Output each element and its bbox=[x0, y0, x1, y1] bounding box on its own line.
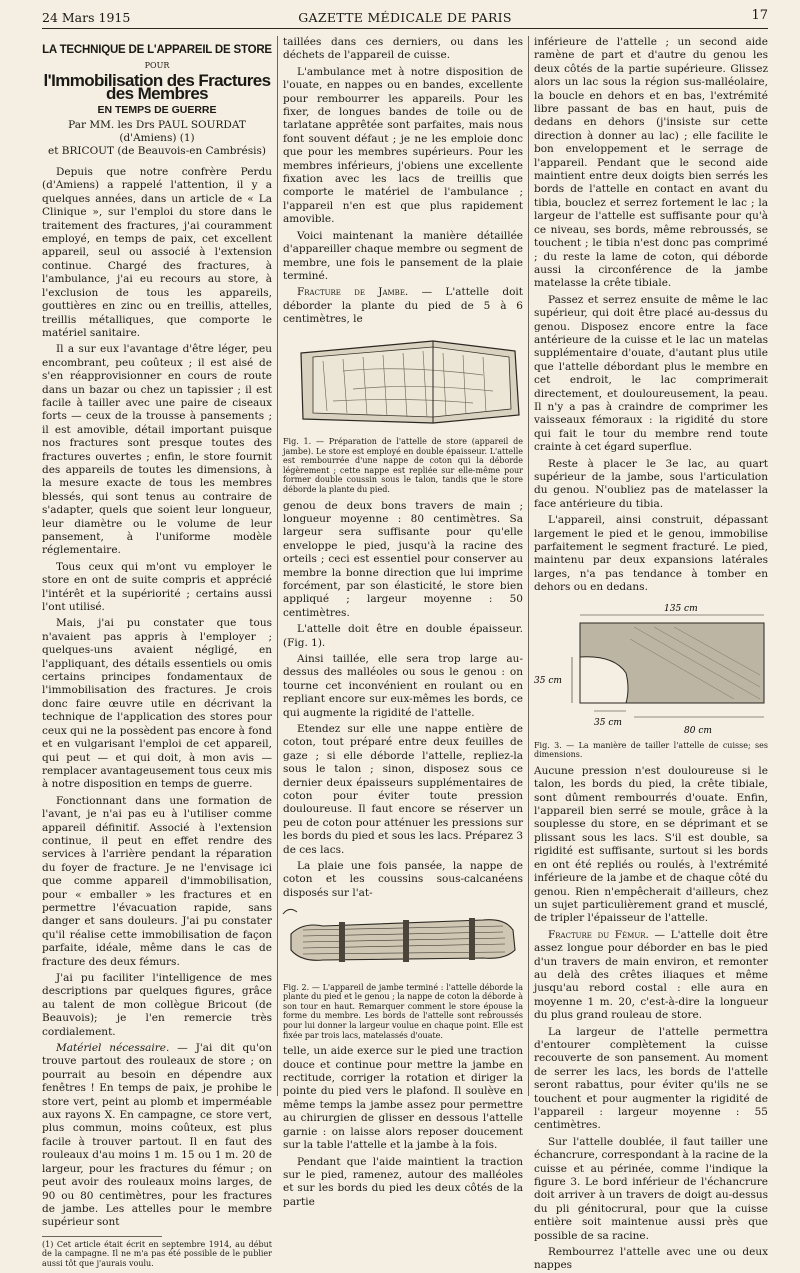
paragraph: Mais, j'ai pu constater que tous n'avaient pas appris à l'employer ; quelques-uns avaient négligé, en l'appliquant, des détails essentiels ou omis certains principes fondamentaux de l'immobilisation des fractures. Je crois donc faire œuvre utile en décrivant la technique de l'application des stores pour ceux qui ne la possèdent pas encore à fond et en vulgarisant l'emploi de cet appareil, qui peut — et qui doit, à mon avis — remplacer avantageusement tous ceux mis à notre disposition en temps de guerre. bbox=[42, 617, 272, 791]
paragraph: Depuis que notre confrère Perdu (d'Amiens) a rappelé l'attention, il y a quelques années, dans un article de « La Clinique », sur l'emploi du store dans le traitement des fractures, j'ai couramment employé, en temps de paix, cet excellent appareil, seul ou associé à l'extension continue. Chargé des fractures, à l'ambulance, j'ai eu recours au store, à l'exclusion de tous les appareils, gouttières en zinc ou en treillis, attelles, treillis métalliques, que comporte le matériel sanitaire. bbox=[42, 166, 272, 339]
paragraph: Fonctionnant dans une formation de l'avant, je n'ai pas eu à l'utiliser comme appareil définitif. Associé à l'extension continue, il peut en effet rendre des services à l'arrière pendant la réparation du foyer de fracture. Je ne l'envisage ici que comme appareil d'immobilisation, pour « emballer » les fractures et en permettre l'évacuation rapide, sans danger et sans douleurs. J'ai pu constater qu'il réalise cette immobilisation de façon parfaite, idéale, même dans le cas de fracture des deux fémurs. bbox=[42, 794, 272, 968]
paragraph: Aucune pression n'est douloureuse si le talon, les bords du pied, la crête tibiale, sont dûment rembourrés d'ouate. Enfin, l'appareil bien serré se moule, grâce à la souplesse du store, en se déprimant et se plissant sous les lacs. S'il est double, sa rigidité est suffisante, surtout si les bords en ont été repliés ou roulés, à l'extrémité inférieure de la jambe et de chaque côté du genou. Rien n'empêcherait d'ailleurs, chez un sujet particulièrement grand et musclé, de tripler l'épaisseur de l'attelle. bbox=[534, 764, 768, 925]
thigh-splint-pattern-illustration bbox=[534, 599, 768, 739]
figure-3-caption: Fig. 3. — La manière de tailler l'attelle de cuisse; ses dimensions. bbox=[534, 740, 768, 760]
section-text: — J'ai dit qu'on trouve partout des rouleaux de store ; on pourrait au besoin en dépendre aux fenêtres ! En temps de paix, je prohibe le store vert, peint au plomb et imperméable aux rayons X. En campagne, ce store vert, plus commun, moins coûteux, est plus facile à trouver partout. Il en faut des rouleaux d'au moins 1 m. 15 ou 1 m. 20 de largeur, pour les fractures du fémur ; on peut avoir des rouleaux moins larges, de 90 ou 80 centimètres, pour les fractures de jambe. Les attelles pour le membre supérieur sont bbox=[42, 1042, 272, 1229]
column-divider bbox=[528, 36, 529, 1096]
article-pour: POUR bbox=[144, 61, 170, 71]
paragraph: La plaie une fois pansée, la nappe de coton et les coussins sous-calcanéens disposés sur l'at- bbox=[283, 860, 523, 899]
paragraph: Passez et serrez ensuite de même le lac supérieur, qui doit être placé au-dessus du genou. Disposez encore entre la face antérieure de la cuisse et le lac un matelas supplémentaire d'ouate, d'autant plus utile que l'attelle débordant plus le membre en cet endroit, le lac comprimerait directement, et douloureusement, la peau. Il n'y a pas à craindre de comprimer les vaisseaux fémoraux : la rigidité du store qui fait le tour du membre rend toute crainte à cet égard superflue. bbox=[534, 293, 768, 454]
splint-preparation-illustration bbox=[283, 331, 523, 431]
header-rule bbox=[42, 28, 768, 29]
paragraph: Rembourrez l'attelle avec une ou deux nappes bbox=[534, 1246, 768, 1272]
paragraph-femur bbox=[534, 929, 768, 1023]
authors-line-2: et BRICOUT (de Beauvois-en Cambrésis) bbox=[48, 145, 266, 158]
paragraph: taillées dans ces derniers, ou dans les déchets de l'appareil de cuisse. bbox=[283, 36, 523, 62]
dim-mid: 35 cm bbox=[594, 717, 622, 728]
paragraph: telle, un aide exerce sur le pied une traction douce et continue pour mettre la jambe en rectitude, corriger la rotation et diriger la pointe du pied vers le plafond. Il soulève en même temps la jambe assez pour permettre au chirurgien de glisser en dessous l'attelle garnie : on laisse alors reposer doucement sur la table l'attelle et la jambe à la fois. bbox=[283, 1045, 523, 1152]
paragraph: genou de deux bons travers de main ; longueur moyenne : 80 centimètres. Sa largeur sera suffisante pour qu'elle enveloppe le pied, jusqu'à la racine des orteils ; ceci est essentiel pour conserver au membre la bonne direction que lui imprime forcément, par son élasticité, le store bien appliqué ; largeur moyenne : 50 centimètres. bbox=[283, 499, 523, 619]
dim-top: 135 cm bbox=[664, 603, 698, 614]
paragraph-jambe bbox=[283, 286, 523, 326]
column-divider bbox=[277, 36, 278, 1096]
paragraph: Ainsi taillée, elle sera trop large au-dessus des malléoles ou sous le genou : on tourne cet inconvénient en roulant ou en repliant encore sur eux-mêmes les bords, ce qui augmente la rigidité de l'attelle. bbox=[283, 652, 523, 719]
dim-bottom: 80 cm bbox=[684, 725, 712, 736]
paragraph: La largeur de l'attelle permettra d'entourer complètement la cuisse recouverte de son pansement. Au moment de serrer les lacs, les bords de l'attelle seront rabattus, pour éviter qu'ils ne se touchent et pour augmenter la rigidité de l'appareil : largeur moyenne : 55 centimètres. bbox=[534, 1025, 768, 1132]
issue-date: 24 Mars 1915 bbox=[42, 10, 131, 25]
figure-3 bbox=[534, 599, 768, 739]
section-label: Fracture du Fémur. bbox=[548, 928, 649, 941]
paragraph: Il a sur eux l'avantage d'être léger, peu encombrant, peu coûteux ; il est aisé de s'en réapprovisionner en cours de route dans un bazar ou chez un tapissier ; il est facile à tailler avec une paire de ciseaux forts — ceux de la trousse à pansements ; il est amovible, détail important puisque nos fractures sont presque toutes des fractures ouvertes ; enfin, le store fournit des appareils de toutes les dimensions, à la mesure exacte de tous les membres blessés, qui sont tenus au contraire de s'adapter, quels que soient leur longueur, leur diamètre ou le volume de leur pansement, à l'uniforme modèle réglementaire. bbox=[42, 343, 272, 557]
paragraph: Tous ceux qui m'ont vu employer le store en ont de suite compris et apprécié l'intérêt et la supériorité ; certains aussi l'ont utilisé. bbox=[42, 560, 272, 614]
column-2 bbox=[283, 36, 523, 1208]
column-1 bbox=[42, 36, 272, 1268]
footnote-rule bbox=[42, 1236, 272, 1269]
section-text: — L'attelle doit être assez longue pour déborder en bas le pied d'un travers de main environ, et remonter au delà des crêtes iliaques et même jusqu'au rebord costal : elle aura en moyenne 1 m. 20, c'est-à-dire la longueur du plus grand rouleau de store. bbox=[534, 928, 768, 1022]
journal-title: GAZETTE MÉDICALE DE PARIS bbox=[298, 10, 512, 25]
figure-1-caption: Fig. 1. — Préparation de l'attelle de store (appareil de jambe). Le store est employé en double épaisseur. L'attelle est rembourrée d'une nappe de coton qui la déborde légèrement ; cette nappe est repliée sur elle-même pour former double coussin sous le talon, tandis que le store déborde la plante du pied. bbox=[283, 436, 523, 494]
figure-1 bbox=[283, 331, 523, 435]
paragraph: L'ambulance met à notre disposition de l'ouate, en nappes ou en bandes, excellente pour rembourrer les appareils. Pour les fixer, de longues bandes de toile ou de tarlatane apprêtée sont parfaites, mais nous font souvent défaut ; je ne les emploie donc que pour les membres supérieurs. Pour les membres inférieurs, j'obiens une excellente fixation avec les lacs de treillis que comporte le matériel de l'ambulance ; l'appareil n'en est que plus rapidement amovible. bbox=[283, 65, 523, 226]
paragraph: L'appareil, ainsi construit, dépassant largement le pied et le genou, immobilise parfaitement le segment fracturé. Le pied, maintenu par deux expansions latérales larges, n'a pas tendance à tomber en dehors ou en dedans. bbox=[534, 514, 768, 594]
paragraph: inférieure de l'attelle ; un second aide ramène de part et d'autre du genou les deux côtés de la partie supérieure. Glissez alors un lac sous la région sus-malléolaire, la boucle en dehors et en bas, l'extrémité libre passant de bas en haut, puis de dedans en dehors (j'insiste sur cette direction à donner au lac) ; elle facilite le bon enveloppement et le serrage de l'appareil. Pendant que le second aide maintient entre deux doigts bien serrés les bords de l'attelle en contact en avant du tibia, bouclez et serrez fortement le lac ; la largeur de l'attelle est suffisante pour qu'à ce niveau, ses bords, même rebroussés, se touchent ; le tibia n'est donc pas comprimé ; du reste la lame de coton, qui déborde aussi la circonférence de la jambe matelasse la crête tibiale. bbox=[534, 36, 768, 290]
paragraph: Etendez sur elle une nappe entière de coton, tout préparé entre deux feuilles de gaze ; si elle déborde l'attelle, repliez-la sous le talon ; sinon, disposez sous ce dernier deux épaisseurs supplémentaires de coton pour éviter toute pression douloureuse. Il faut encore se réserver un peu de coton pour atténuer les pressions sur les bords du pied et sous les lacs. Préparez 3 de ces lacs. bbox=[283, 723, 523, 856]
section-label: Fracture de Jambe. bbox=[297, 286, 409, 299]
article-title: l'Immobilisation des Fractures des Membres bbox=[43, 70, 271, 104]
column-3 bbox=[534, 36, 768, 1272]
page-header bbox=[42, 8, 768, 30]
article-kicker: LA TECHNIQUE DE L'APPAREIL DE STORE bbox=[42, 44, 272, 56]
section-label: Matériel nécessaire. bbox=[56, 1042, 170, 1055]
dim-left: 35 cm bbox=[534, 675, 562, 686]
paragraph: Voici maintenant la manière détaillée d'appareiller chaque membre ou segment de membre, une fois le pansement de la plaie terminé. bbox=[283, 229, 523, 282]
figure-2 bbox=[283, 904, 523, 980]
article-subtitle: EN TEMPS DE GUERRE bbox=[97, 103, 217, 116]
paragraph: Pendant que l'aide maintient la traction sur le pied, ramenez, autour des malléoles et sur les bords du pied les deux côtés de la partie bbox=[283, 1155, 523, 1208]
authors-line-1: Par MM. les Drs PAUL SOURDAT (d'Amiens) (1) bbox=[68, 119, 246, 145]
paragraph: J'ai pu faciliter l'intelligence de mes descriptions par quelques figures, grâce au talent de mon collègue Bricout (de Beauvois); je l'en remercie très cordialement. bbox=[42, 972, 272, 1038]
page-number: 17 bbox=[751, 8, 768, 23]
figure-2-caption: Fig. 2. — L'appareil de jambe terminé : l'attelle déborde la plante du pied et le genou ; la nappe de coton la déborde à son tour en haut. Remarquer comment le store épouse la forme du membre. Les bords de l'attelle sont rebroussés pour lui donner la largeur voulue en chaque point. Elle est fixée par trois lacs, matelassés d'ouate. bbox=[283, 982, 523, 1040]
leg-apparatus-illustration bbox=[283, 904, 523, 976]
paragraph: Sur l'attelle doublée, il faut tailler une échancrure, correspondant à la racine de la cuisse et au périnée, comme l'indique la figure 3. Le bord inférieur de l'échancrure doit arriver à un travers de doigt au-dessus du pli génitocrural, pour que la cuisse entière soit maintenue aussi près que possible de sa racine. bbox=[534, 1135, 768, 1242]
paragraph-materiel bbox=[42, 1042, 272, 1230]
paragraph: Reste à placer le 3e lac, au quart supérieur de la jambe, sous l'articulation du genou. N'oubliez pas de matelasser la face antérieure du tibia. bbox=[534, 457, 768, 510]
footnote: (1) Cet article était écrit en septembre 1914, au début de la campagne. Il ne m'a pas été possible de le publier aussi tôt que j'aurais voulu. bbox=[42, 1239, 272, 1268]
paragraph: L'attelle doit être en double épaisseur. (Fig. 1). bbox=[283, 623, 523, 649]
article-authors bbox=[42, 119, 272, 158]
section-text: — L'attelle doit déborder la plante du pied de 5 à 6 centimètres, le bbox=[283, 286, 523, 326]
